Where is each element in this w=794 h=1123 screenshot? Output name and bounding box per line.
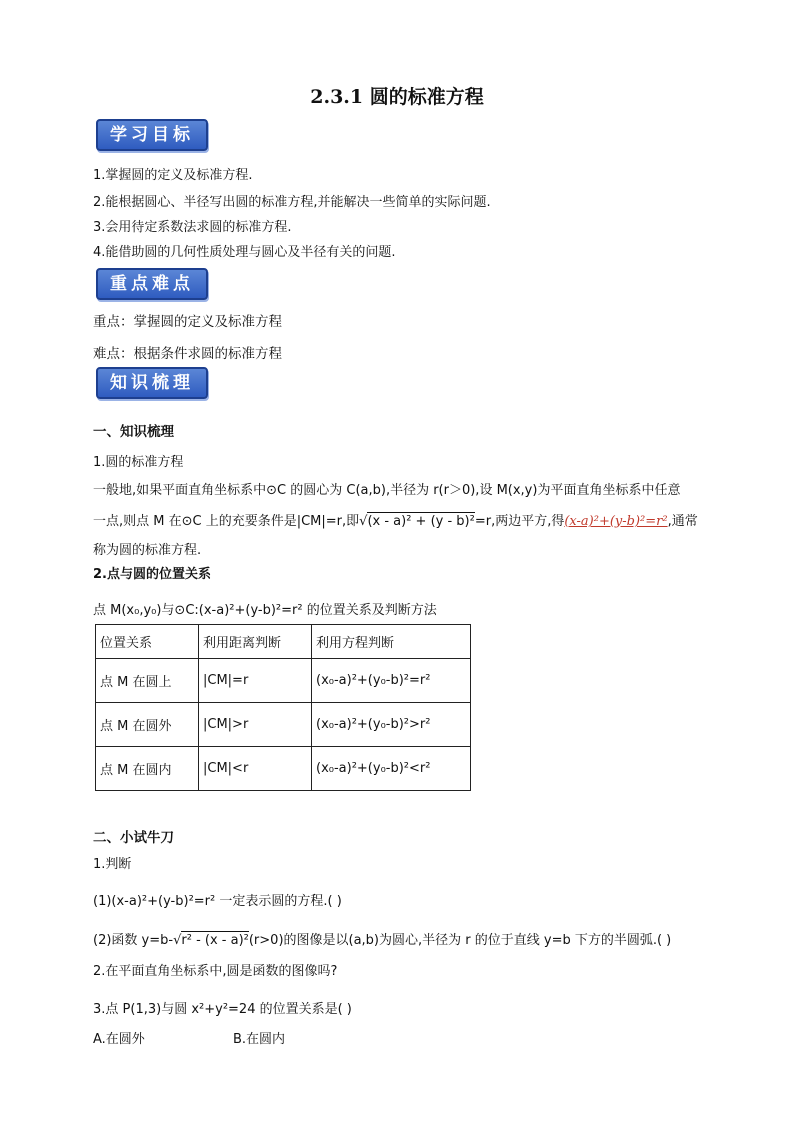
paragraph-text: ,通常 [667, 514, 698, 529]
table-header-cell: 位置关系 [96, 625, 199, 659]
table-cell: 点 M 在圆上 [96, 659, 199, 703]
table-row [96, 703, 471, 747]
table-header-cell: 利用方程判断 [312, 625, 471, 659]
table-cell: |CM|<r [199, 747, 312, 791]
table-cell: |CM|=r [199, 659, 312, 703]
section2-heading: 二、小试牛刀 [93, 830, 174, 846]
paragraph: 称为圆的标准方程. [93, 543, 202, 558]
sqrt-sign: √ [173, 933, 182, 948]
paragraph [93, 510, 698, 529]
option-a: A.在圆外 [93, 1032, 145, 1047]
key-focus: 重点：掌握圆的定义及标准方程 [93, 314, 282, 330]
subheading [93, 451, 183, 470]
goals-badge: 学习目标 [96, 119, 208, 151]
goal-item: 2.能根据圆心、半径写出圆的标准方程,并能解决一些简单的实际问题. [93, 195, 491, 210]
page-title: 2.3.1 圆的标准方程 [310, 86, 484, 108]
sqrt-expression: (x - a)² + (y - b)² [367, 514, 475, 529]
question-text: (r>0)的图像是以(a,b)为圆心,半径为 r 的位于直线 y=b 下方的半圆弧.( ) [248, 933, 672, 948]
question [93, 929, 671, 948]
table-header-row [96, 625, 471, 659]
subheading: 2.点与圆的位置关系 [93, 567, 211, 582]
table-row [96, 747, 471, 791]
subheading-text: 1.圆的标准方程 [93, 455, 184, 470]
table-cell: 点 M 在圆内 [96, 747, 199, 791]
question: 3.点 P(1,3)与圆 x²+y²=24 的位置关系是( ) [93, 1002, 352, 1017]
option-b: B.在圆内 [233, 1032, 286, 1047]
goal-item: 1.掌握圆的定义及标准方程. [93, 168, 253, 183]
position-relation-table [95, 624, 471, 791]
answer-blank: (x-a)²+(y-b)²=r² [564, 514, 668, 529]
paragraph-text: 一点,则点 M 在⊙C 上的充要条件是|CM|=r,即 [93, 514, 360, 529]
question-text: (2)函数 y=b- [93, 933, 174, 948]
table-cell: (x₀-a)²+(y₀-b)²<r² [312, 747, 471, 791]
table-cell: (x₀-a)²+(y₀-b)²=r² [312, 659, 471, 703]
key-points-badge: 重点难点 [96, 268, 208, 300]
question: (1)(x-a)²+(y-b)²=r² 一定表示圆的方程.( ) [93, 894, 342, 909]
table-cell: (x₀-a)²+(y₀-b)²>r² [312, 703, 471, 747]
table-header-cell: 利用距离判断 [199, 625, 312, 659]
section1-heading: 一、知识梳理 [93, 424, 174, 440]
paragraph-text: =r,两边平方,得 [474, 514, 565, 529]
table-row [96, 659, 471, 703]
question: 2.在平面直角坐标系中,圆是函数的图像吗? [93, 964, 338, 979]
table-cell: |CM|>r [199, 703, 312, 747]
review-badge: 知识梳理 [96, 367, 208, 399]
table-cell: 点 M 在圆外 [96, 703, 199, 747]
paragraph: 点 M(x₀,y₀)与⊙C:(x-a)²+(y-b)²=r² 的位置关系及判断方法 [93, 603, 437, 618]
key-difficulty: 难点：根据条件求圆的标准方程 [93, 346, 282, 362]
question: 1.判断 [93, 857, 132, 872]
sqrt-sign: √ [359, 514, 368, 529]
goal-item: 4.能借助圆的几何性质处理与圆心及半径有关的问题. [93, 245, 396, 260]
goal-item: 3.会用待定系数法求圆的标准方程. [93, 220, 292, 235]
paragraph: 一般地,如果平面直角坐标系中⊙C 的圆心为 C(a,b),半径为 r(r＞0),设 M(x,y)为平面直角坐标系中任意 [93, 483, 681, 498]
sqrt-expression: r² - (x - a)² [181, 933, 249, 948]
